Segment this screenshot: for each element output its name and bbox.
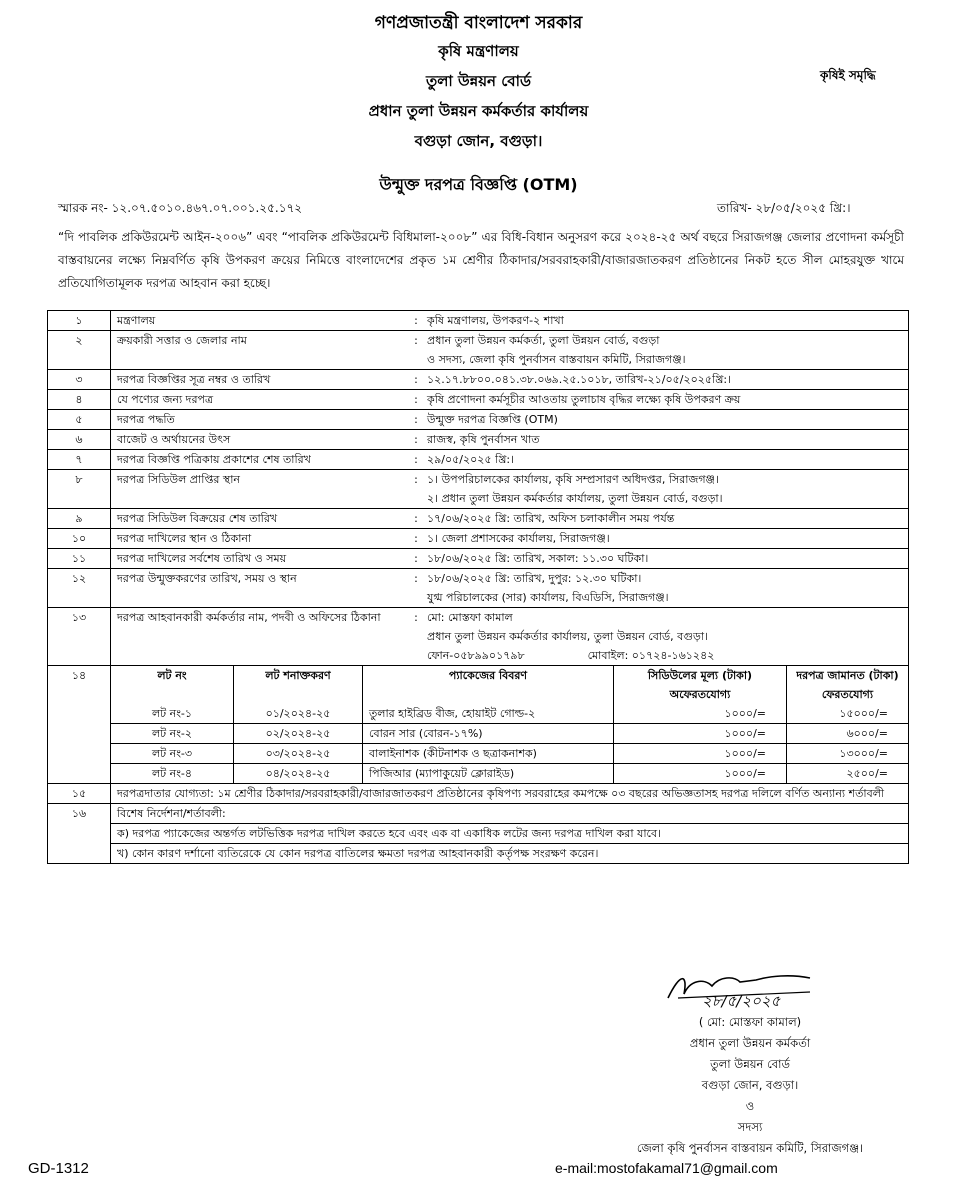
row-serial: ১০ — [48, 529, 111, 549]
lot-header-row — [111, 666, 908, 704]
row-serial: ৪ — [48, 390, 111, 410]
info-rows — [48, 311, 909, 666]
row-colon: : — [411, 509, 421, 529]
row-label: দরপত্র সিডিউল বিক্রয়ের শেষ তারিখ — [111, 509, 412, 529]
row-label: দরপত্র দাখিলের স্থান ও ঠিকানা — [111, 529, 412, 549]
tender-info-table — [47, 310, 909, 864]
row-colon: : — [411, 390, 421, 410]
row-label: দরপত্র পদ্ধতি — [111, 410, 412, 430]
row-colon: : — [411, 470, 421, 509]
row-value-line: প্রধান তুলা উন্নয়ন কর্মকর্তা, তুলা উন্নয়ন বোর্ড, বগুড়া — [427, 334, 660, 347]
row-colon: : — [411, 430, 421, 450]
row-serial: ১৬ — [48, 804, 111, 864]
row-value — [421, 390, 909, 410]
lot-id: ০৪/২০২৪-২৫ — [234, 764, 363, 784]
gov-title: গণপ্রজাতন্ত্রী বাংলাদেশ সরকার — [374, 13, 583, 33]
row-serial: ১১ — [48, 549, 111, 569]
lot-fee: ১০০০/= — [614, 704, 787, 724]
row-colon: : — [411, 608, 421, 666]
row-colon: : — [411, 569, 421, 608]
condition-a: ক) দরপত্র প্যাকেজের অন্তর্গত লটভিত্তিক দরপত্র দাখিল করতে হবে এবং এক বা একাধিক লটের জন্য দরপত্র দাখিল করা যাবে। — [111, 824, 908, 844]
info-row — [48, 549, 909, 569]
row-value-line: কৃষি মন্ত্রণালয়, উপকরণ-২ শাখা — [427, 314, 564, 327]
row-label: দরপত্র উন্মুক্তকরণের তারিখ, সময় ও স্থান — [111, 569, 412, 608]
row-serial: ৩ — [48, 370, 111, 390]
row-serial: ১৫ — [48, 784, 111, 804]
lot-row — [48, 666, 909, 784]
row-value — [421, 569, 909, 608]
office-name: প্রধান তুলা উন্নয়ন কর্মকর্তার কার্যালয় — [368, 102, 589, 120]
row-value-line: ২৯/০৫/২০২৫ খ্রি:। — [427, 453, 515, 466]
row-value — [421, 370, 909, 390]
row-label: মন্ত্রণালয় — [111, 311, 412, 331]
signatory-title: প্রধান তুলা উন্নয়ন কর্মকর্তা — [689, 1036, 811, 1050]
signature-date: ২৮/৫/২০২৫ — [702, 992, 781, 1010]
lot-description: তুলার হাইব্রিড বীজ, হোয়াইট গোল্ড-২ — [363, 704, 614, 724]
row-label: দরপত্র সিডিউল প্রাপ্তির স্থান — [111, 470, 412, 509]
info-row — [48, 450, 909, 470]
row-value-line: ১। জেলা প্রশাসকের কার্যালয়, সিরাজগঞ্জ। — [427, 532, 610, 545]
row-serial: ৯ — [48, 509, 111, 529]
row-serial: ১৩ — [48, 608, 111, 666]
row-value — [421, 430, 909, 450]
intro-paragraph: “দি পাবলিক প্রকিউরমেন্ট আইন-২০০৬” এবং “পাবলিক প্রকিউরমেন্ট বিধিমালা-২০০৮” এর বিধি-বিধান অনুসরণ করে ২০২৪-২৫ অর্থ বছরে সিরাজগঞ্জ জেলার প্রণোদনা কর্মসূচী বাস্তবায়নের লক্ষ্যে নিম্নবর্ণিত কৃষি উপকরণ ক্রয়ের নিমিত্তে বাংলাদেশের প্রকৃত ১ম শ্রেণীর ঠিকাদার/সরবরাহকারী/বাজারজাতকরণ প্রতিষ্ঠানের নিকট হতে সীল মোহরযুক্ত খামে প্রতিযোগিতামূলক দরপত্র আহবান করা হচ্ছে। — [58, 230, 904, 290]
row-value-line: মো: মোস্তফা কামাল — [427, 611, 513, 624]
lot-header: লট শনাক্তকরণ — [234, 666, 363, 704]
conditions-title: বিশেষ নির্দেশনা/শর্তাবলী: — [111, 804, 908, 824]
info-row — [48, 390, 909, 410]
lot-fee: ১০০০/= — [614, 724, 787, 744]
lot-header: লট নং — [111, 666, 234, 704]
lot-item-row — [111, 724, 908, 744]
lot-number: লট নং-২ — [111, 724, 234, 744]
row-value — [421, 509, 909, 529]
lot-id: ০২/২০২৪-২৫ — [234, 724, 363, 744]
row-value-line: রাজস্ব, কৃষি পুনর্বাসন খাত — [427, 433, 540, 446]
row-label: দরপত্র বিজ্ঞপ্তির সূত্র নম্বর ও তারিখ — [111, 370, 412, 390]
lot-id: ০১/২০২৪-২৫ — [234, 704, 363, 724]
lot-description: পিজিআর (ম্যাপাকুয়েট ক্লোরাইড) — [363, 764, 614, 784]
notice-date: তারিখ- ২৮/০৫/২০২৫ খ্রি:। — [717, 201, 851, 215]
lot-fee: ১০০০/= — [614, 744, 787, 764]
conditions-row — [48, 804, 909, 864]
row-value-line: উন্মুক্ত দরপত্র বিজ্ঞপ্তি (OTM) — [427, 413, 558, 426]
qualification-row — [48, 784, 909, 804]
row-value — [421, 311, 909, 331]
row-label: দরপত্র বিজ্ঞপ্তি পত্রিকায় প্রকাশের শেষ তারিখ — [111, 450, 412, 470]
lot-security: ১৩০০০/= — [787, 744, 909, 764]
lot-header: সিডিউলের মূল্য (টাকা) অফেরতযোগ্য — [614, 666, 787, 704]
motto: কৃষিই সমৃদ্ধি — [820, 68, 876, 82]
lot-number: লট নং-৪ — [111, 764, 234, 784]
ministry-name: কৃষি মন্ত্রণালয় — [438, 42, 519, 60]
row-value — [421, 529, 909, 549]
row-value-line: প্রধান তুলা উন্নয়ন কর্মকর্তার কার্যালয়, তুলা উন্নয়ন বোর্ড, বগুড়া। — [427, 630, 708, 643]
qualification-text: দরপত্রদাতার যোগ্যতা: ১ম শ্রেণীর ঠিকাদার/সরবরাহকারী/বাজারজাতকরণ প্রতিষ্ঠানের কৃষিপণ্য সরবরাহের কমপক্ষে ০৩ বছরের অভিজ্ঞতাসহ দরপত্র দলিলে বর্ণিত অন্যান্য শর্তাবলী — [111, 784, 909, 804]
signatory-zone: বগুড়া জোন, বগুড়া। — [701, 1078, 799, 1092]
row-colon: : — [411, 370, 421, 390]
row-serial: ৫ — [48, 410, 111, 430]
board-name: তুলা উন্নয়ন বোর্ড — [425, 72, 532, 90]
info-row — [48, 569, 909, 608]
row-value-line: ১। উপপরিচালকের কার্যালয়, কৃষি সম্প্রসারণ অধিদপ্তর, সিরাজগঞ্জ। — [427, 473, 719, 486]
row-serial: ১৪ — [48, 666, 111, 784]
row-colon: : — [411, 311, 421, 331]
lot-description: বালাইনাশক (কীটনাশক ও ছত্রাকনাশক) — [363, 744, 614, 764]
signatory-and: ও — [745, 1099, 755, 1113]
row-value — [421, 331, 909, 370]
gd-code: GD-1312 — [28, 1160, 89, 1177]
info-row — [48, 509, 909, 529]
signature-block — [600, 1012, 900, 1159]
info-row — [48, 470, 909, 509]
lot-security: ২৫০০/= — [787, 764, 909, 784]
zone-name: বগুড়া জোন, বগুড়া। — [414, 132, 543, 150]
row-value-line: ১৮/০৬/২০২৫ খ্রি: তারিখ, দুপুর: ১২.৩০ ঘটিকা। — [427, 572, 642, 585]
row-serial: ২ — [48, 331, 111, 370]
row-colon: : — [411, 529, 421, 549]
row-serial: ১ — [48, 311, 111, 331]
info-row — [48, 370, 909, 390]
lot-header: প্যাকেজের বিবরণ — [363, 666, 614, 704]
lot-security: ৬০০০/= — [787, 724, 909, 744]
lot-items — [111, 704, 908, 783]
lot-number: লট নং-১ — [111, 704, 234, 724]
row-value — [421, 549, 909, 569]
memo-number: স্মারক নং- ১২.০৭.৫০১০.৪৬৭.০৭.০০১.২৫.১৭২ — [58, 201, 303, 215]
lot-security: ১৫০০০/= — [787, 704, 909, 724]
row-value-line: ১৭/০৬/২০২৫ খ্রি: তারিখ, অফিস চলাকালীন সময় পর্যন্ত — [427, 512, 675, 525]
row-value-line: ও সদস্য, জেলা কৃষি পুনর্বাসন বাস্তবায়ন কমিটি, সিরাজগঞ্জ। — [427, 353, 686, 366]
row-value — [421, 450, 909, 470]
row-value-line: ১৮/০৬/২০২৫ খ্রি: তারিখ, সকাল: ১১.৩০ ঘটিকা। — [427, 552, 649, 565]
lot-table — [111, 666, 908, 783]
contact-email[interactable]: e-mail:mostofakamal71@gmail.com — [555, 1160, 778, 1176]
signatory-member: সদস্য — [737, 1120, 763, 1134]
row-value-line: যুগ্ম পরিচালকের (সার) কার্যালয়, বিএডিসি, সিরাজগঞ্জ। — [427, 591, 669, 604]
signatory-name: ( মো: মোস্তফা কামাল) — [698, 1015, 802, 1029]
row-value-line: কৃষি প্রণোদনা কর্মসূচীর আওতায় তুলাচাষ বৃদ্ধির লক্ষ্যে কৃষি উপকরণ ক্রয় — [427, 393, 741, 406]
row-serial: ৭ — [48, 450, 111, 470]
lot-fee: ১০০০/= — [614, 764, 787, 784]
row-label: বাজেট ও অর্থায়নের উৎস — [111, 430, 412, 450]
info-row — [48, 529, 909, 549]
row-colon: : — [411, 450, 421, 470]
lot-description: বোরন সার (বোরন-১৭%) — [363, 724, 614, 744]
lot-header: দরপত্র জামানত (টাকা) ফেরতযোগ্য — [787, 666, 909, 704]
row-serial: ৮ — [48, 470, 111, 509]
row-label: দরপত্র দাখিলের সর্বশেষ তারিখ ও সময় — [111, 549, 412, 569]
row-value — [421, 410, 909, 430]
row-value-line: ১২.১৭.৮৮০০.০৪১.৩৮.০৬৯.২৫.১০১৮, তারিখ-২১/০৫/২০২৫খ্রি:। — [427, 373, 732, 386]
info-row — [48, 410, 909, 430]
info-row — [48, 430, 909, 450]
row-colon: : — [411, 410, 421, 430]
signatory-committee: জেলা কৃষি পুনর্বাসন বাস্তবায়ন কমিটি, সিরাজগঞ্জ। — [636, 1141, 864, 1155]
row-value-line: ২। প্রধান তুলা উন্নয়ন কর্মকর্তার কার্যালয়, তুলা উন্নয়ন বোর্ড, বগুড়া। — [427, 492, 723, 505]
row-label: ক্রয়কারী সত্তার ও জেলার নাম — [111, 331, 412, 370]
condition-b: খ) কোন কারণ দর্শানো ব্যতিরেকে যে কোন দরপত্র বাতিলের ক্ষমতা দরপত্র আহবানকারী কর্তৃপক্ষ সংরক্ষণ করেন। — [117, 847, 599, 860]
lot-item-row — [111, 744, 908, 764]
lot-number: লট নং-৩ — [111, 744, 234, 764]
row-serial: ১২ — [48, 569, 111, 608]
conditions-cell — [111, 804, 909, 864]
row-colon: : — [411, 549, 421, 569]
row-value — [421, 608, 909, 666]
signatory-org: তুলা উন্নয়ন বোর্ড — [710, 1057, 790, 1071]
row-label: দরপত্র আহবানকারী কর্মকর্তার নাম, পদবী ও অফিসের ঠিকানা — [111, 608, 412, 666]
lot-item-row — [111, 704, 908, 724]
row-colon: : — [411, 331, 421, 370]
info-row — [48, 608, 909, 666]
lot-table-cell — [111, 666, 909, 784]
lot-id: ০৩/২০২৪-২৫ — [234, 744, 363, 764]
info-row — [48, 311, 909, 331]
notice-title: উন্মুক্ত দরপত্র বিজ্ঞপ্তি (OTM) — [379, 175, 578, 194]
row-value-line: ফোন-০৫৮৯৯০১৭৯৮ মোবাইল: ০১৭২৪-১৬১২৪২ — [427, 649, 715, 662]
row-serial: ৬ — [48, 430, 111, 450]
row-label: যে পণ্যের জন্য দরপত্র — [111, 390, 412, 410]
info-row — [48, 331, 909, 370]
row-value — [421, 470, 909, 509]
lot-item-row — [111, 764, 908, 784]
